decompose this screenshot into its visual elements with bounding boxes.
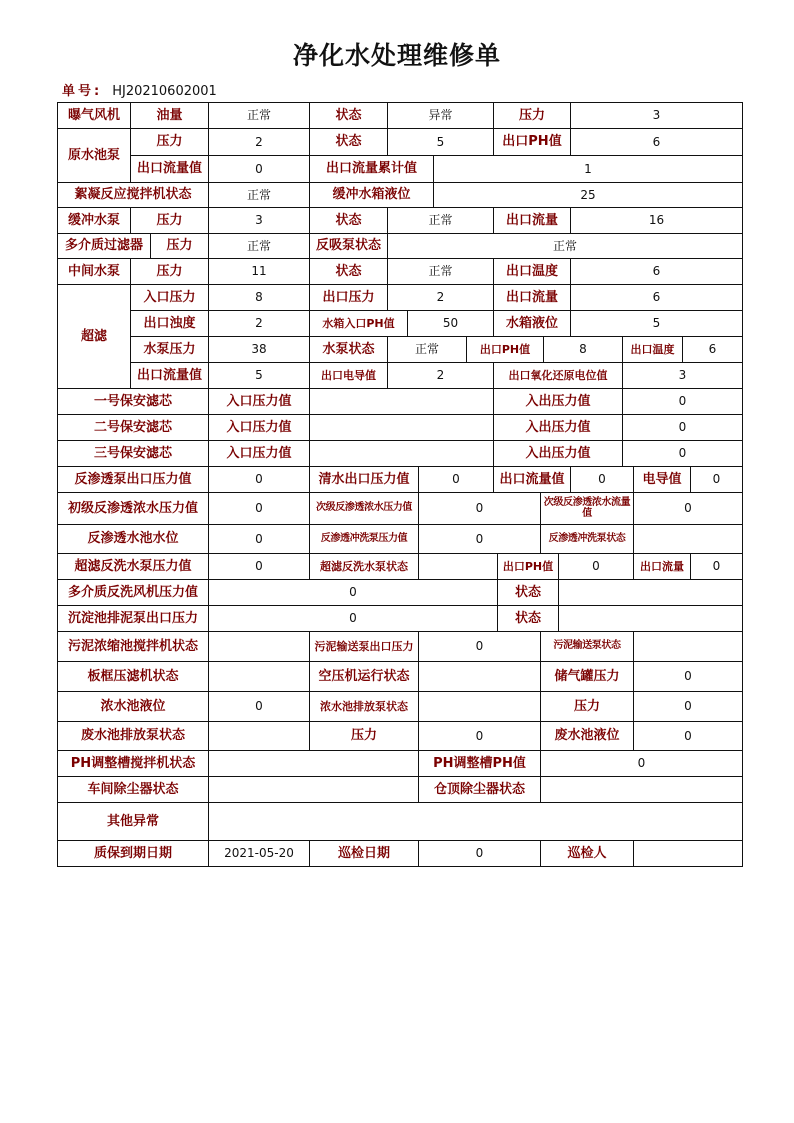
field-label: 多介质过滤器	[57, 233, 151, 259]
field-label: 超滤反洗水泵状态	[309, 553, 419, 580]
field-value	[208, 802, 743, 841]
field-label: 出口流量累计值	[309, 155, 434, 183]
field-label: 入出压力值	[493, 388, 623, 415]
field-label: 反吸泵状态	[309, 233, 388, 259]
field-label: 油量	[130, 102, 209, 129]
field-label: 絮凝反应搅拌机状态	[57, 182, 209, 208]
field-value: 0	[418, 721, 541, 751]
field-label: 水泵状态	[309, 336, 388, 363]
field-label: 多介质反洗风机压力值	[57, 579, 209, 606]
field-label: 反渗透冲洗泵状态	[540, 524, 634, 554]
field-value: 0	[418, 631, 541, 662]
field-label: 浓水池液位	[57, 691, 209, 722]
field-label: 储气罐压力	[540, 661, 634, 692]
field-label: 浓水池排放泵状态	[309, 691, 419, 722]
field-value: 0	[540, 750, 743, 777]
field-label: 污泥输送泵出口压力	[309, 631, 419, 662]
field-value: 16	[570, 207, 743, 234]
field-label: 质保到期日期	[57, 840, 209, 867]
field-value	[208, 631, 310, 662]
field-value: 正常	[208, 182, 310, 208]
field-label: 巡检人	[540, 840, 634, 867]
field-value: 正常	[387, 233, 743, 259]
field-label: 三号保安滤芯	[57, 440, 209, 467]
field-label: 压力	[130, 258, 209, 285]
field-label: 缓冲水泵	[57, 207, 131, 234]
field-label: 反渗透泵出口压力值	[57, 466, 209, 493]
field-label: 状态	[309, 207, 388, 234]
field-label: 二号保安滤芯	[57, 414, 209, 441]
field-value: 6	[570, 128, 743, 156]
field-value: 0	[418, 466, 494, 493]
field-label: 水箱入口PH值	[309, 310, 408, 337]
field-value: 0	[622, 414, 743, 441]
field-label: 出口流量值	[493, 466, 571, 493]
field-label: 曝气风机	[57, 102, 131, 129]
field-value	[208, 721, 310, 751]
field-label: 出口PH值	[497, 553, 559, 580]
field-label: 初级反渗透浓水压力值	[57, 492, 209, 525]
field-label: 压力	[150, 233, 209, 259]
field-value: 0	[570, 466, 634, 493]
field-value	[309, 440, 494, 467]
field-value: 2	[208, 128, 310, 156]
field-value	[208, 661, 310, 692]
field-value: 2	[387, 362, 494, 389]
page-title: 净化水处理维修单	[292, 41, 501, 70]
field-label: 反渗透水池水位	[57, 524, 209, 554]
field-label: 超滤反洗水泵压力值	[57, 553, 209, 580]
field-label: 状态	[309, 102, 388, 129]
field-label: 入口压力值	[208, 388, 310, 415]
field-label: 出口流量	[633, 553, 691, 580]
field-label: 入口压力值	[208, 440, 310, 467]
field-value	[418, 691, 541, 722]
field-value: 正常	[387, 336, 467, 363]
field-label: 其他异常	[57, 802, 209, 841]
field-value: 1	[433, 155, 743, 183]
field-value: 正常	[387, 207, 494, 234]
field-label: 车间除尘器状态	[57, 776, 209, 803]
field-label: 污泥浓缩池搅拌机状态	[57, 631, 209, 662]
field-value: 异常	[387, 102, 494, 129]
field-value	[633, 840, 743, 867]
field-label: 水箱液位	[493, 310, 571, 337]
field-value: 2	[208, 310, 310, 337]
field-label: 状态	[497, 605, 559, 632]
field-value: 0	[208, 553, 310, 580]
field-value	[558, 605, 743, 632]
field-value	[633, 631, 743, 662]
field-value	[540, 776, 743, 803]
field-label: 反渗透冲洗泵压力值	[309, 524, 419, 554]
field-label: 出口温度	[622, 336, 683, 363]
field-value: 0	[208, 524, 310, 554]
field-label: 一号保安滤芯	[57, 388, 209, 415]
field-value: 3	[622, 362, 743, 389]
field-label: 压力	[309, 721, 419, 751]
field-label: 状态	[497, 579, 559, 606]
field-value: 2	[387, 284, 494, 311]
field-label: 出口氧化还原电位值	[493, 362, 623, 389]
field-label: 入口压力值	[208, 414, 310, 441]
field-value	[309, 388, 494, 415]
field-label: 压力	[493, 102, 571, 129]
field-label: 中间水泵	[57, 258, 131, 285]
field-value: 0	[633, 691, 743, 722]
field-value: 0	[633, 492, 743, 525]
field-value: 50	[407, 310, 494, 337]
field-value: 2021-05-20	[208, 840, 310, 867]
field-label: 板框压滤机状态	[57, 661, 209, 692]
field-value: 0	[208, 691, 310, 722]
field-label: 次级反渗透浓水流量值	[540, 492, 634, 525]
field-label: PH调整槽PH值	[418, 750, 541, 777]
field-label: 压力	[130, 207, 209, 234]
field-value: 0	[418, 840, 541, 867]
field-label: 出口流量	[493, 207, 571, 234]
field-label: 水泵压力	[130, 336, 209, 363]
field-label: 出口压力	[309, 284, 388, 311]
field-label: 状态	[309, 258, 388, 285]
field-label: PH调整槽搅拌机状态	[57, 750, 209, 777]
field-value: 3	[570, 102, 743, 129]
field-value: 0	[208, 605, 498, 632]
field-value: 0	[208, 492, 310, 525]
field-value: 5	[570, 310, 743, 337]
field-value: 6	[682, 336, 743, 363]
field-label: 状态	[309, 128, 388, 156]
field-value: 6	[570, 258, 743, 285]
document-number-value: HJ20210602001	[112, 84, 217, 99]
field-value: 0	[558, 553, 634, 580]
field-value: 11	[208, 258, 310, 285]
field-label: 缓冲水箱液位	[309, 182, 434, 208]
field-value: 0	[418, 492, 541, 525]
field-value: 正常	[387, 258, 494, 285]
field-label: 入出压力值	[493, 414, 623, 441]
field-label: 废水池排放泵状态	[57, 721, 209, 751]
field-value	[309, 414, 494, 441]
field-value: 0	[418, 524, 541, 554]
field-label: 超滤	[57, 284, 131, 389]
field-value: 0	[208, 466, 310, 493]
field-label: 压力	[130, 128, 209, 156]
field-label: 压力	[540, 691, 634, 722]
field-value: 0	[208, 579, 498, 606]
field-label: 出口温度	[493, 258, 571, 285]
field-label: 仓顶除尘器状态	[418, 776, 541, 803]
field-value: 25	[433, 182, 743, 208]
field-value: 8	[543, 336, 623, 363]
field-value: 0	[622, 440, 743, 467]
field-label: 电导值	[633, 466, 691, 493]
field-value: 正常	[208, 102, 310, 129]
document-number-label: 单号:	[62, 84, 103, 99]
field-value: 3	[208, 207, 310, 234]
field-label: 次级反渗透浓水压力值	[309, 492, 419, 525]
field-label: 入出压力值	[493, 440, 623, 467]
field-label: 原水池泵	[57, 128, 131, 183]
field-value	[208, 750, 419, 777]
field-label: 出口电导值	[309, 362, 388, 389]
field-label: 入口压力	[130, 284, 209, 311]
field-label: 废水池液位	[540, 721, 634, 751]
field-label: 出口浊度	[130, 310, 209, 337]
field-label: 出口PH值	[466, 336, 544, 363]
field-label: 清水出口压力值	[309, 466, 419, 493]
field-value: 0	[690, 553, 743, 580]
field-value: 38	[208, 336, 310, 363]
field-value	[633, 524, 743, 554]
field-label: 沉淀池排泥泵出口压力	[57, 605, 209, 632]
field-value: 6	[570, 284, 743, 311]
field-value: 正常	[208, 233, 310, 259]
field-value: 0	[633, 661, 743, 692]
field-value: 5	[387, 128, 494, 156]
field-label: 出口流量值	[130, 362, 209, 389]
field-value: 0	[690, 466, 743, 493]
field-label: 空压机运行状态	[309, 661, 419, 692]
field-value	[208, 776, 419, 803]
field-value: 0	[208, 155, 310, 183]
field-label: 出口流量值	[130, 155, 209, 183]
field-value: 0	[633, 721, 743, 751]
field-value	[558, 579, 743, 606]
field-label: 污泥输送泵状态	[540, 631, 634, 662]
field-label: 出口PH值	[493, 128, 571, 156]
field-value	[418, 553, 498, 580]
field-label: 巡检日期	[309, 840, 419, 867]
field-value: 5	[208, 362, 310, 389]
field-value: 0	[622, 388, 743, 415]
field-value	[418, 661, 541, 692]
field-value: 8	[208, 284, 310, 311]
field-label: 出口流量	[493, 284, 571, 311]
